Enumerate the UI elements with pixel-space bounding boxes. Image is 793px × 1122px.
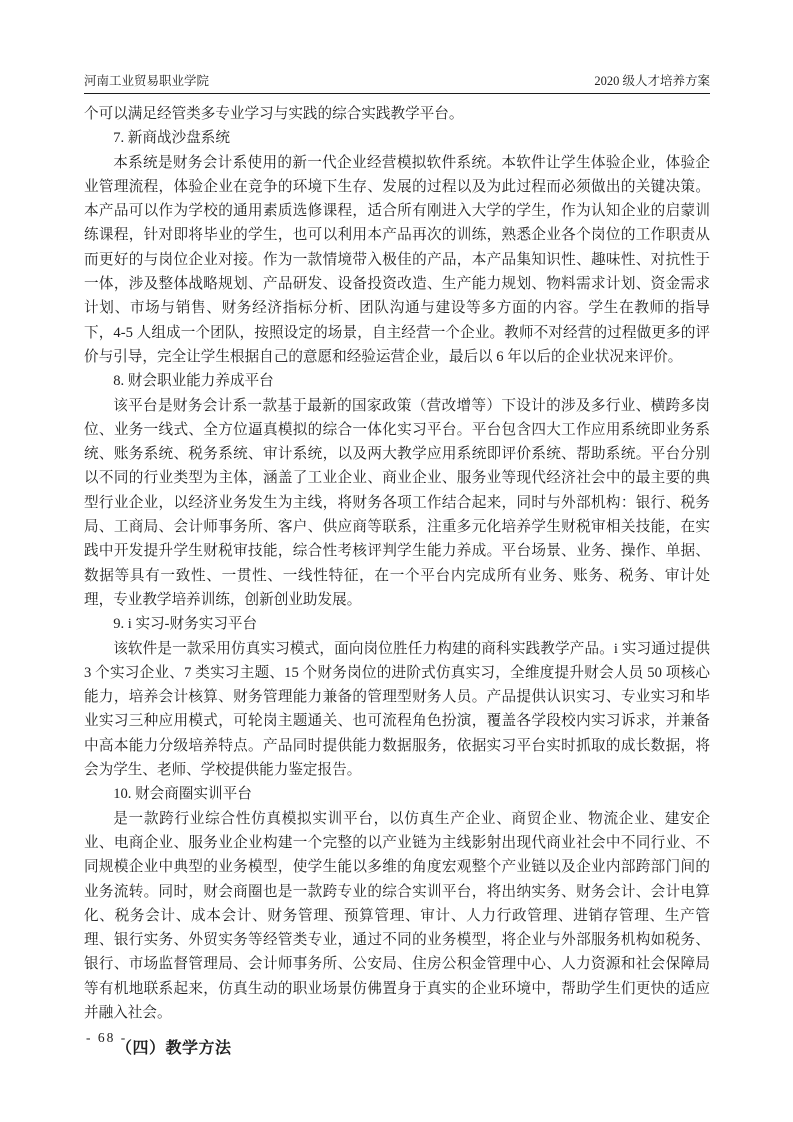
paragraph-continuation: 个可以满足经管类多专业学习与实践的综合实践教学平台。	[84, 106, 464, 122]
paragraph-item-9: 该软件是一款采用仿真实习模式，面向岗位胜任力构建的商科实践教学产品。i 实习通过提供 3 个实习企业、7 类实习主题、15 个财务岗位的进阶式仿真实习，全维度提升财会人员 50 项核心能力，培养会计核算、财务管理能力兼备的管理型财务人员。产品提供认识实习、专业实习和毕业实习三种应用模式，可轮岗主题通关、也可流程角色扮演，覆盖各学段校内实习诉求，并兼备中高本能力分级培养特点。产品同时提供能力数据服务，依据实习平台实时抓取的成长数据，将会为学生、老师、学校提供能力鉴定报告。	[84, 640, 710, 779]
page-header	[84, 72, 710, 94]
paragraph-item-8: 该平台是财务会计系一款基于最新的国家政策（营改增等）下设计的涉及多行业、横跨多岗位、业务一线式、全方位逼真模拟的综合一体化实习平台。平台包含四大工作应用系统即业务系统、账务系统、税务系统、审计系统，以及两大教学应用系统即评价系统、帮助系统。平台分别以不同的行业类型为主体，涵盖了工业企业、商业企业、服务业等现代经济社会中的最主要的典型行业企业，以经济业务发生为主线，将财务各项工作结合起来，同时与外部机构：银行、税务局、工商局、会计师事务所、客户、供应商等联系，注重多元化培养学生财税审相关技能，在实践中开发提升学生财税审技能，综合性考核评判学生能力养成。平台场景、业务、操作、单据、数据等具有一致性、一贯性、一线性特征，在一个平台内完成所有业务、账务、税务、审计处理，专业教学培养训练，创新创业助发展。	[84, 397, 710, 608]
document-body	[84, 102, 710, 1062]
header-school-name: 河南工业贸易职业学院	[84, 74, 210, 88]
page-number: - 68 -	[86, 1030, 128, 1045]
item-heading-8: 8. 财会职业能力养成平台	[113, 373, 274, 390]
item-heading-10: 10. 财会商圈实训平台	[113, 786, 252, 803]
header-program-title: 2020 级人才培养方案	[594, 74, 710, 88]
paragraph-item-10: 是一款跨行业综合性仿真模拟实训平台，以仿真生产企业、商贸企业、物流企业、建安企业、电商企业、服务业企业构建一个完整的以产业链为主线影射出现代商业社会中不同行业、不同规模企业中典型的业务模型，使学生能以多维的角度宏观整个产业链以及企业内部跨部门间的业务流转。同时，财会商圈也是一款跨专业的综合实训平台，将出纳实务、财务会计、会计电算化、税务会计、成本会计、财务管理、预算管理、审计、人力行政管理、进销存管理、生产管理、银行实务、外贸实务等经管类专业，通过不同的业务模型，将企业与外部服务机构如税务、银行、市场监督管理局、会计师事务所、公安局、住房公积金管理中心、人力资源和社会保障局等有机地联系起来，仿真生动的职业场景仿佛置身于真实的企业环境中，帮助学生们更快的适应并融入社会。	[84, 810, 710, 1021]
section-heading-teaching-methods: （四）教学方法	[116, 1040, 232, 1058]
item-heading-7: 7. 新商战沙盘系统	[113, 130, 230, 147]
paragraph-item-7: 本系统是财务会计系使用的新一代企业经营模拟软件系统。本软件让学生体验企业，体验企业管理流程，体验企业在竞争的环境下生存、发展的过程以及为此过程而必须做出的关键决策。本产品可以作为学校的通用素质选修课程，适合所有刚进入大学的学生，作为认知企业的启蒙训练课程，针对即将毕业的学生，也可以利用本产品再次的训练，熟悉企业各个岗位的工作职责从而更好的与岗位企业对接。作为一款情境带入极佳的产品，本产品集知识性、趣味性、对抗性于一体，涉及整体战略规划、产品研发、设备投资改造、生产能力规划、物料需求计划、资金需求计划、市场与销售、财务经济指标分析、团队沟通与建设等多方面的内容。学生在教师的指导下，4-5 人组成一个团队，按照设定的场景，自主经营一个企业。教师不对经营的过程做更多的评价与引导，完全让学生根据自己的意愿和经验运营企业，最后以 6 年以后的企业状况来评价。	[84, 154, 710, 365]
item-heading-9: 9. i 实习-财务实习平台	[113, 616, 258, 633]
